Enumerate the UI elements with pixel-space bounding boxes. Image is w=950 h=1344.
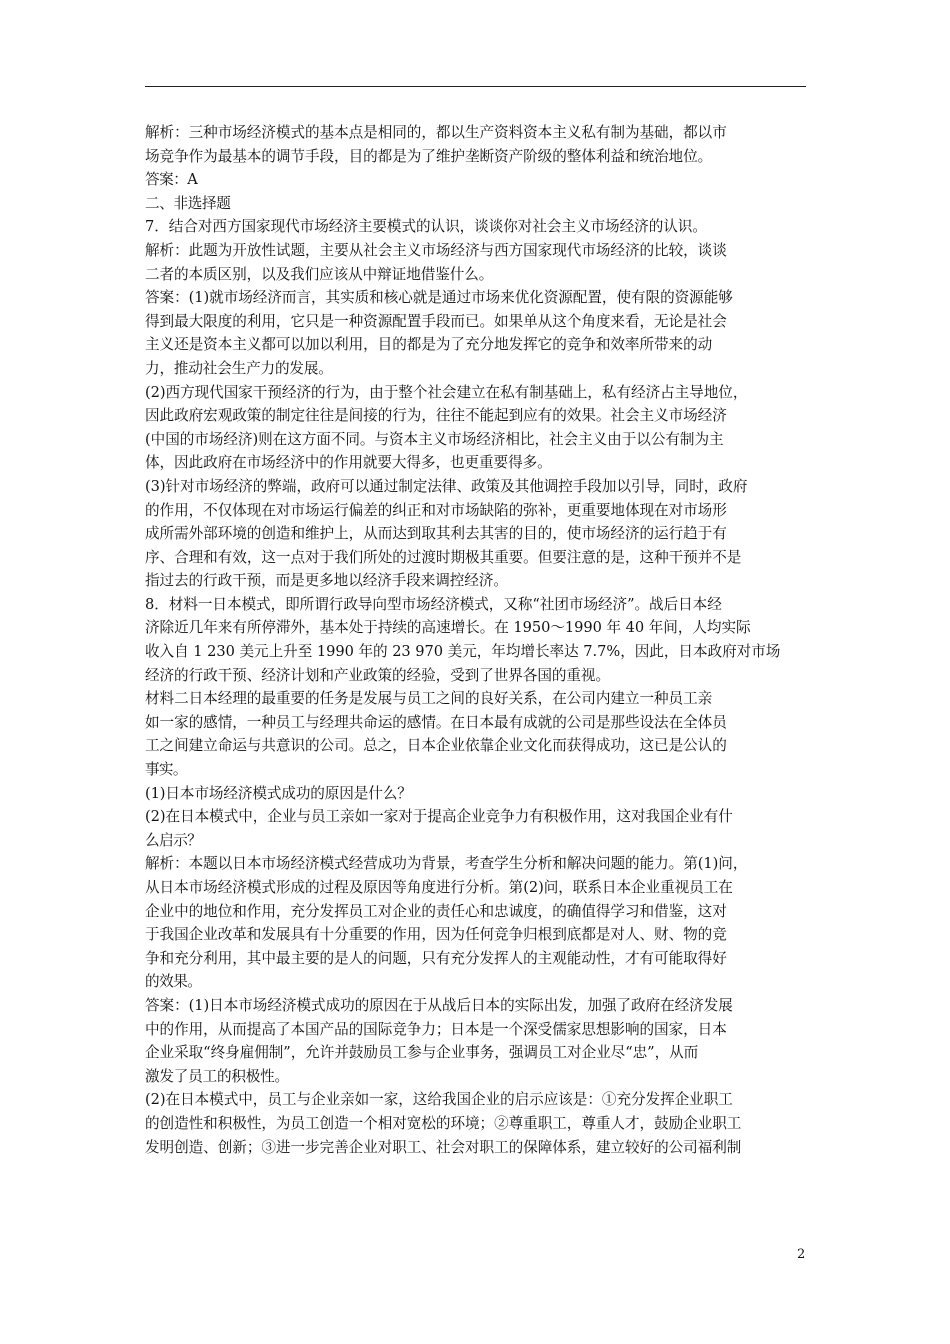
text-line: 么启示？ <box>145 831 202 849</box>
text-line: 经济的行政干预、经济计划和产业政策的经验，受到了世界各国的重视。 <box>145 666 610 684</box>
text-line: 指过去的行政干预，而是更多地以经济手段来调控经济。 <box>145 572 508 590</box>
text-line: 发明创造、创新；③进一步完善企业对职工、社会对职工的保障体系，建立较好的公司福利制 <box>145 1138 742 1156</box>
text-line: 工之间建立命运与共意识的公司。总之，日本企业依靠企业文化而获得成功，这已是公认的 <box>145 737 727 755</box>
text-line: 中的作用，从而提高了本国产品的国际竞争力；日本是一个深受儒家思想影响的国家，日本 <box>145 1020 727 1038</box>
text-line: (2)在日本模式中，企业与员工亲如一家对于提高企业竞争力有积极作用，这对我国企业有什 <box>145 808 733 826</box>
text-line: 主义还是资本主义都可以加以利用，目的都是为了充分地发挥它的竞争和效率所带来的动 <box>145 336 713 354</box>
text-line: 争和充分利用，其中最主要的是人的问题，只有充分发挥人的主观能动性，才有可能取得好 <box>145 949 727 967</box>
text-line: 济除近几年来有所停滞外，基本处于持续的高速增长。在 1950～1990 年 40 年间，人均实际 <box>145 619 751 637</box>
text-line: 企业中的地位和作用，充分发挥员工对企业的责任心和忠诚度，的确值得学习和借鉴，这对 <box>145 902 727 920</box>
text-line: (1)日本市场经济模式成功的原因是什么？ <box>145 784 412 802</box>
text-line: (3)针对市场经济的弊端，政府可以通过制定法律、政策及其他调控手段加以引导，同时，政府 <box>145 477 748 495</box>
text-line: 事实。 <box>145 761 187 779</box>
text-line: 二、非选择题 <box>145 194 231 212</box>
text-line: 体，因此政府在市场经济中的作用就要大得多，也更重要得多。 <box>145 454 552 472</box>
text-line: 8．材料一日本模式，即所谓行政导向型市场经济模式，又称“社团市场经济”。战后日本经 <box>145 595 722 613</box>
text-line: 从日本市场经济模式形成的过程及原因等角度进行分析。第(2)问，联系日本企业重视员工在 <box>145 879 733 896</box>
text-line: (中国的市场经济)则在这方面不同。与资本主义市场经济相比，社会主义由于以公有制为主 <box>145 430 724 448</box>
text-line: 力，推动社会生产力的发展。 <box>145 359 333 377</box>
text-line: 因此政府宏观政策的制定往往是间接的行为，往往不能起到应有的效果。社会主义市场经济 <box>145 407 727 425</box>
text-line: 答案：(1)就市场经济而言，其实质和核心就是通过市场来优化资源配置，使有限的资源能够 <box>145 289 733 307</box>
text-line: 的作用，不仅体现在对市场运行偏差的纠正和对市场缺陷的弥补，更重要地体现在对市场形 <box>145 501 727 519</box>
text-line: 解析：本题以日本市场经济模式经营成功为背景，考查学生分析和解决问题的能力。第(1)问， <box>145 855 748 873</box>
text-line: 答案：(1)日本市场经济模式成功的原因在于从战后日本的实际出发，加强了政府在经济发展 <box>145 996 733 1014</box>
header-rule <box>145 86 806 87</box>
text-line: (2)在日本模式中，员工与企业亲如一家，这给我国企业的启示应该是：①充分发挥企业职工 <box>145 1091 733 1109</box>
text-line: 序、合理和有效，这一点对于我们所处的过渡时期极其重要。但要注意的是，这种干预并不是 <box>145 548 742 566</box>
text-line: 激发了员工的积极性。 <box>145 1067 289 1085</box>
text-line: (2)西方现代国家干预经济的行为，由于整个社会建立在私有制基础上，私有经济占主导地位， <box>145 383 748 401</box>
text-line: 解析：此题为开放性试题，主要从社会主义市场经济与西方国家现代市场经济的比较，谈谈 <box>145 241 727 259</box>
text-line: 答案：A <box>145 171 198 189</box>
text-line: 的创造性和积极性，为员工创造一个相对宽松的环境；②尊重职工，尊重人才，鼓励企业职工 <box>145 1114 742 1132</box>
text-line: 解析：三种市场经济模式的基本点是相同的，都以生产资料资本主义私有制为基础，都以市 <box>145 124 727 141</box>
text-line: 成所需外部环境的创造和维护上，从而达到取其利去其害的目的，使市场经济的运行趋于有 <box>145 525 727 543</box>
text-line: 场竞争作为最基本的调节手段，目的都是为了维护垄断资产阶级的整体利益和统治地位。 <box>145 147 713 165</box>
document-body <box>145 121 808 1159</box>
text-line: 收入自 1 230 美元上升至 1990 年的 23 970 美元，年均增长率达 7.7%，因此，日本政府对市场 <box>145 643 781 661</box>
text-line: 企业采取“终身雇佣制”，允许并鼓励员工参与企业事务，强调员工对企业尽“忠”，从而 <box>145 1044 699 1062</box>
text-line: 于我国企业改革和发展具有十分重要的作用，因为任何竞争归根到底都是对人、财、物的竞 <box>145 926 727 944</box>
text-line: 得到最大限度的利用，它只是一种资源配置手段而已。如果单从这个角度来看，无论是社会 <box>145 312 727 330</box>
text-line: 材料二日本经理的最重要的任务是发展与员工之间的良好关系，在公司内建立一种员工亲 <box>145 690 713 708</box>
text-line: 二者的本质区别，以及我们应该从中辩证地借鉴什么。 <box>145 265 494 283</box>
text-line: 如一家的感情，一种员工与经理共命运的感情。在日本最有成就的公司是那些设法在全体员 <box>145 713 727 731</box>
page-number: 2 <box>797 1247 806 1262</box>
text-line: 7．结合对西方国家现代市场经济主要模式的认识，谈谈你对社会主义市场经济的认识。 <box>145 218 707 236</box>
text-line: 的效果。 <box>145 973 202 991</box>
